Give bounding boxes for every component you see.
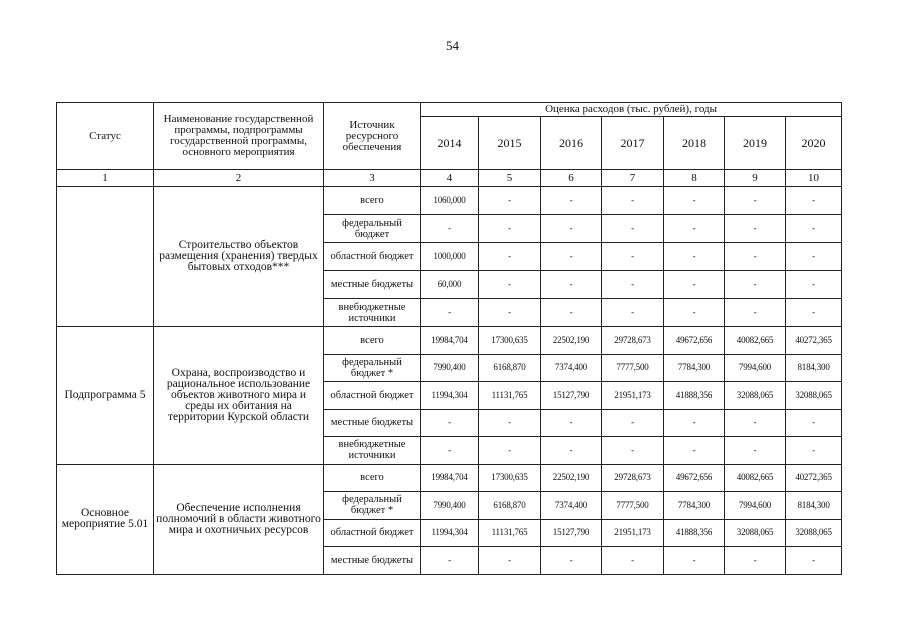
table-row — [57, 187, 842, 215]
source-cell: местные бюджеты — [324, 271, 421, 299]
header-status: Статус — [57, 103, 154, 170]
value-cell: - — [541, 187, 602, 215]
header-year-2017: 2017 — [602, 117, 664, 170]
source-cell: внебюджетные источники — [324, 299, 421, 327]
value-cell: 6168,870 — [479, 354, 541, 382]
value-cell: 1060,000 — [421, 187, 479, 215]
value-cell: - — [602, 409, 664, 437]
value-cell: - — [725, 437, 786, 465]
value-cell: 41888,356 — [664, 519, 725, 547]
value-cell: - — [602, 299, 664, 327]
value-cell: - — [602, 437, 664, 465]
program-name-cell: Охрана, воспроизводство и рациональное использование объектов животного мира и среды их обитания на территории Курской области — [154, 327, 324, 465]
value-cell: 21951,173 — [602, 382, 664, 410]
column-number-5: 5 — [479, 170, 541, 187]
header-year-2016: 2016 — [541, 117, 602, 170]
column-number-4: 4 — [421, 170, 479, 187]
column-number-2: 2 — [154, 170, 324, 187]
value-cell: 15127,790 — [541, 519, 602, 547]
value-cell: 19984,704 — [421, 327, 479, 355]
column-number-10: 10 — [786, 170, 842, 187]
value-cell: - — [786, 437, 842, 465]
source-cell: местные бюджеты — [324, 409, 421, 437]
status-cell: Подпрограмма 5 — [57, 327, 154, 465]
value-cell: - — [725, 215, 786, 243]
value-cell: 40272,365 — [786, 327, 842, 355]
value-cell: - — [479, 409, 541, 437]
value-cell: 11131,765 — [479, 382, 541, 410]
value-cell: 22502,190 — [541, 327, 602, 355]
source-cell: всего — [324, 187, 421, 215]
value-cell: - — [541, 215, 602, 243]
value-cell: - — [421, 299, 479, 327]
value-cell: - — [725, 187, 786, 215]
value-cell: 32088,065 — [725, 519, 786, 547]
value-cell: 41888,356 — [664, 382, 725, 410]
value-cell: - — [786, 547, 842, 575]
value-cell: - — [421, 437, 479, 465]
value-cell: 6168,870 — [479, 492, 541, 520]
value-cell: 15127,790 — [541, 382, 602, 410]
budget-table — [56, 102, 842, 575]
value-cell: 29728,673 — [602, 464, 664, 492]
value-cell: - — [602, 547, 664, 575]
value-cell: - — [602, 243, 664, 271]
source-cell: федеральный бюджет * — [324, 492, 421, 520]
value-cell: - — [664, 243, 725, 271]
column-number-7: 7 — [602, 170, 664, 187]
value-cell: - — [725, 243, 786, 271]
value-cell: 7994,600 — [725, 354, 786, 382]
value-cell: - — [786, 299, 842, 327]
value-cell: - — [602, 215, 664, 243]
value-cell: - — [786, 243, 842, 271]
value-cell: - — [664, 409, 725, 437]
value-cell: - — [421, 547, 479, 575]
value-cell: - — [541, 437, 602, 465]
value-cell: 19984,704 — [421, 464, 479, 492]
value-cell: 22502,190 — [541, 464, 602, 492]
value-cell: 11131,765 — [479, 519, 541, 547]
value-cell: - — [479, 215, 541, 243]
value-cell: - — [479, 187, 541, 215]
value-cell: 7374,400 — [541, 492, 602, 520]
value-cell: 7374,400 — [541, 354, 602, 382]
value-cell: 40082,665 — [725, 327, 786, 355]
value-cell: 1000,000 — [421, 243, 479, 271]
value-cell: - — [664, 271, 725, 299]
value-cell: - — [479, 547, 541, 575]
value-cell: 29728,673 — [602, 327, 664, 355]
source-cell: федеральный бюджет * — [324, 354, 421, 382]
value-cell: 11994,304 — [421, 382, 479, 410]
header-year-2020: 2020 — [786, 117, 842, 170]
value-cell: 17300,635 — [479, 464, 541, 492]
value-cell: - — [541, 271, 602, 299]
value-cell: 7994,600 — [725, 492, 786, 520]
value-cell: 7990,400 — [421, 492, 479, 520]
value-cell: - — [541, 409, 602, 437]
value-cell: 8184,300 — [786, 492, 842, 520]
header-year-2015: 2015 — [479, 117, 541, 170]
header-year-2018: 2018 — [664, 117, 725, 170]
table-row — [57, 464, 842, 492]
value-cell: - — [479, 271, 541, 299]
header-estimate: Оценка расходов (тыс. рублей), годы — [421, 103, 842, 117]
value-cell: - — [421, 409, 479, 437]
value-cell: - — [725, 299, 786, 327]
status-cell — [57, 187, 154, 327]
value-cell: 7784,300 — [664, 354, 725, 382]
column-number-9: 9 — [725, 170, 786, 187]
value-cell: - — [421, 215, 479, 243]
source-cell: всего — [324, 464, 421, 492]
value-cell: - — [479, 437, 541, 465]
value-cell: - — [479, 243, 541, 271]
value-cell: 7777,500 — [602, 492, 664, 520]
column-number-6: 6 — [541, 170, 602, 187]
source-cell: областной бюджет — [324, 382, 421, 410]
value-cell: 7990,400 — [421, 354, 479, 382]
value-cell: - — [786, 187, 842, 215]
source-cell: областной бюджет — [324, 243, 421, 271]
value-cell: 7784,300 — [664, 492, 725, 520]
column-number-1: 1 — [57, 170, 154, 187]
program-name-cell: Обеспечение исполнения полномочий в области животного мира и охотничьих ресурсов — [154, 464, 324, 574]
source-cell: федеральный бюджет — [324, 215, 421, 243]
value-cell: - — [541, 299, 602, 327]
value-cell: 32088,065 — [725, 382, 786, 410]
status-cell: Основное мероприятие 5.01 — [57, 464, 154, 574]
value-cell: - — [664, 215, 725, 243]
column-number-8: 8 — [664, 170, 725, 187]
value-cell: - — [786, 409, 842, 437]
value-cell: 8184,300 — [786, 354, 842, 382]
page-number: 54 — [446, 38, 459, 53]
header-year-2014: 2014 — [421, 117, 479, 170]
value-cell: - — [602, 271, 664, 299]
value-cell: - — [725, 547, 786, 575]
value-cell: 32088,065 — [786, 382, 842, 410]
value-cell: 7777,500 — [602, 354, 664, 382]
value-cell: - — [541, 243, 602, 271]
header-source: Источник ресурсного обеспечения — [324, 103, 421, 170]
value-cell: - — [664, 187, 725, 215]
value-cell: - — [786, 215, 842, 243]
program-name-cell: Строительство объектов размещения (хранения) твердых бытовых отходов*** — [154, 187, 324, 327]
source-cell: всего — [324, 327, 421, 355]
value-cell: - — [725, 271, 786, 299]
value-cell: 21951,173 — [602, 519, 664, 547]
value-cell: 40272,365 — [786, 464, 842, 492]
source-cell: местные бюджеты — [324, 547, 421, 575]
value-cell: - — [786, 271, 842, 299]
value-cell: - — [664, 299, 725, 327]
table-row — [57, 327, 842, 355]
value-cell: 49672,656 — [664, 464, 725, 492]
value-cell: 17300,635 — [479, 327, 541, 355]
value-cell: 49672,656 — [664, 327, 725, 355]
source-cell: внебюджетные источники — [324, 437, 421, 465]
header-name: Наименование государственной программы, подпрограммы государственной программы, основного мероприятия — [154, 103, 324, 170]
value-cell: 32088,065 — [786, 519, 842, 547]
value-cell: - — [541, 547, 602, 575]
value-cell: - — [664, 547, 725, 575]
source-cell: областной бюджет — [324, 519, 421, 547]
column-number-3: 3 — [324, 170, 421, 187]
value-cell: 11994,304 — [421, 519, 479, 547]
value-cell: - — [725, 409, 786, 437]
value-cell: - — [602, 187, 664, 215]
header-year-2019: 2019 — [725, 117, 786, 170]
value-cell: - — [664, 437, 725, 465]
value-cell: 40082,665 — [725, 464, 786, 492]
value-cell: 60,000 — [421, 271, 479, 299]
value-cell: - — [479, 299, 541, 327]
